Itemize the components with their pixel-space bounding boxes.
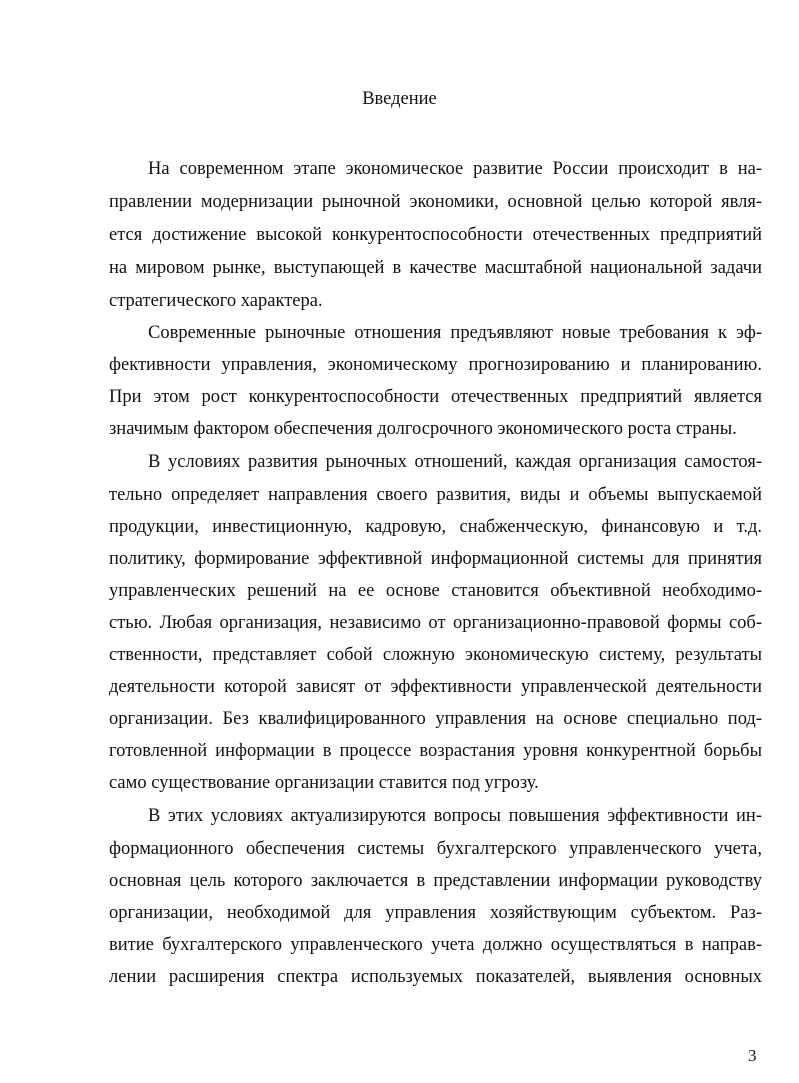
text-line: значимым фактором обеспечения долгосрочного экономического роста страны. — [109, 419, 737, 439]
text-line: фективности управления, экономическому прогнозированию и планированию. — [109, 355, 762, 375]
text-line: готовленной информации в процессе возрастания уровня конкурентной борьбы — [109, 741, 762, 761]
text-line: ственности, представляет собой сложную экономическую систему, результаты — [109, 645, 762, 665]
page-title: Введение — [362, 89, 437, 109]
text-line: деятельности которой зависят от эффективности управленческой деятельности — [109, 677, 762, 697]
page-number: 3 — [748, 1046, 757, 1065]
text-line: стью. Любая организация, независимо от организационно-правовой формы соб- — [109, 613, 762, 633]
text-line: на мировом рынке, выступающей в качестве масштабной национальной задачи — [109, 258, 762, 278]
text-line: основная цель которого заключается в представлении информации руководству — [109, 871, 762, 891]
text-line: политику, формирование эффективной информационной системы для принятия — [109, 549, 762, 569]
text-line: лении расширения спектра используемых показателей, выявления основных — [109, 967, 762, 987]
text-line: формационного обеспечения системы бухгалтерского управленческого учета, — [109, 839, 762, 859]
text-line: само существование организации ставится под угрозу. — [109, 773, 539, 793]
text-line: В этих условиях актуализируются вопросы повышения эффективности ин- — [148, 806, 762, 826]
text-line: В условиях развития рыночных отношений, каждая организация самостоя- — [148, 452, 762, 472]
text-line: организации, необходимой для управления хозяйствующим субъектом. Раз- — [109, 903, 762, 923]
text-line: стратегического характера. — [109, 291, 323, 311]
text-line: При этом рост конкурентоспособности отечественных предприятий является — [109, 387, 762, 407]
text-line: витие бухгалтерского управленческого учета должно осуществляться в направ- — [109, 935, 762, 955]
text-line: тельно определяет направления своего развития, виды и объемы выпускаемой — [109, 485, 762, 505]
text-line: организации. Без квалифицированного управления на основе специально под- — [109, 709, 762, 729]
text-line: На современном этапе экономическое развитие России происходит в на- — [148, 159, 762, 179]
text-line: правлении модернизации рыночной экономики, основной целью которой явля- — [109, 192, 762, 212]
text-line: ется достижение высокой конкурентоспособности отечественных предприятий — [109, 225, 762, 245]
text-line: продукции, инвестиционную, кадровую, снабженческую, финансовую и т.д. — [109, 517, 762, 537]
text-line: управленческих решений на ее основе становится объективной необходимо- — [109, 581, 762, 601]
text-line: Современные рыночные отношения предъявляют новые требования к эф- — [148, 323, 762, 343]
